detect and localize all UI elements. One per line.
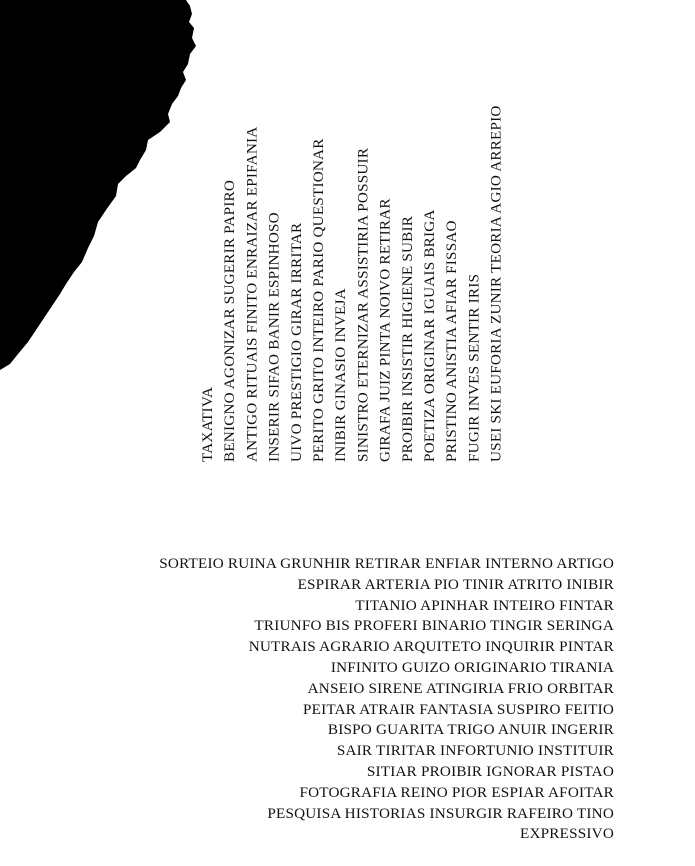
vertical-text-line: INSERIR SIFAO BANIR ESPINHOSO <box>265 212 283 462</box>
vertical-text-line: PRISTINO ANISTIA AFIAR FISSAO <box>443 220 461 462</box>
vertical-text-line: GIRAFA JUIZ PINTA NOIVO RETIRAR <box>376 198 394 462</box>
vertical-word-block <box>197 16 508 462</box>
horizontal-text-line: EXPRESSIVO <box>520 825 614 843</box>
vertical-text-line: TAXATIVA <box>199 386 216 462</box>
horizontal-text-line: TRIUNFO BIS PROFERI BINARIO TINGIR SERINGA <box>254 617 614 635</box>
horizontal-text-line: SAIR TIRITAR INFORTUNIO INSTITUIR <box>336 742 614 760</box>
horizontal-text-line: SORTEIO RUINA GRUNHIR RETIRAR ENFIAR INTERNO ARTIGO <box>159 555 614 572</box>
vertical-text-line: PROIBIR INSISTIR HIGIENE SUBIR <box>398 215 416 462</box>
vertical-text-line: ANTIGO RITUAIS FINITO ENRAIZAR EPIFANIA <box>243 126 261 462</box>
horizontal-text-line: BISPO GUARITA TRIGO ANUIR INGERIR <box>327 721 614 739</box>
horizontal-text-line: ANSEIO SIRENE ATINGIRIA FRIO ORBITAR <box>307 679 614 697</box>
horizontal-word-block <box>159 554 614 845</box>
vertical-text-line: FUGIR INVES SENTIR IRIS <box>465 273 483 462</box>
vertical-text-line: UIVO PRESTIGIO GIRAR IRRITAR <box>287 222 305 462</box>
vertical-text-line: BENIGNO AGONIZAR SUGERIR PAPIRO <box>221 180 239 462</box>
horizontal-text-line: SITIAR PROIBIR IGNORAR PISTAO <box>366 762 614 780</box>
vertical-text-line: POETIZA ORIGINAR IGUAIS BRIGA <box>421 209 439 462</box>
vertical-text-line: INIBIR GINASIO INVEJA <box>332 288 350 462</box>
torn-paper-shape <box>0 0 200 372</box>
horizontal-text-line: NUTRAIS AGRARIO ARQUITETO INQUIRIR PINTAR <box>248 638 614 656</box>
horizontal-text-line: FOTOGRAFIA REINO PIOR ESPIAR AFOITAR <box>299 783 614 801</box>
horizontal-text-line: PEITAR ATRAIR FANTASIA SUSPIRO FEITIO <box>303 700 614 718</box>
horizontal-text-line: ESPIRAR ARTERIA PIO TINIR ATRITO INIBIR <box>297 575 614 593</box>
horizontal-text-line: PESQUISA HISTORIAS INSURGIR RAFEIRO TINO <box>267 804 614 822</box>
vertical-text-line: PERITO GRITO INTEIRO PARIO QUESTIONAR <box>310 138 328 462</box>
horizontal-text-line: INFINITO GUIZO ORIGINARIO TIRANIA <box>330 658 614 676</box>
vertical-text-line: USEI SKI EUFORIA ZUNIR TEORIA AGIO ARREPIO <box>487 105 505 462</box>
vertical-text-line: SINISTRO ETERNIZAR ASSISTIRIA POSSUIR <box>354 147 372 462</box>
horizontal-text-line: TITANIO APINHAR INTEIRO FINTAR <box>355 596 614 614</box>
